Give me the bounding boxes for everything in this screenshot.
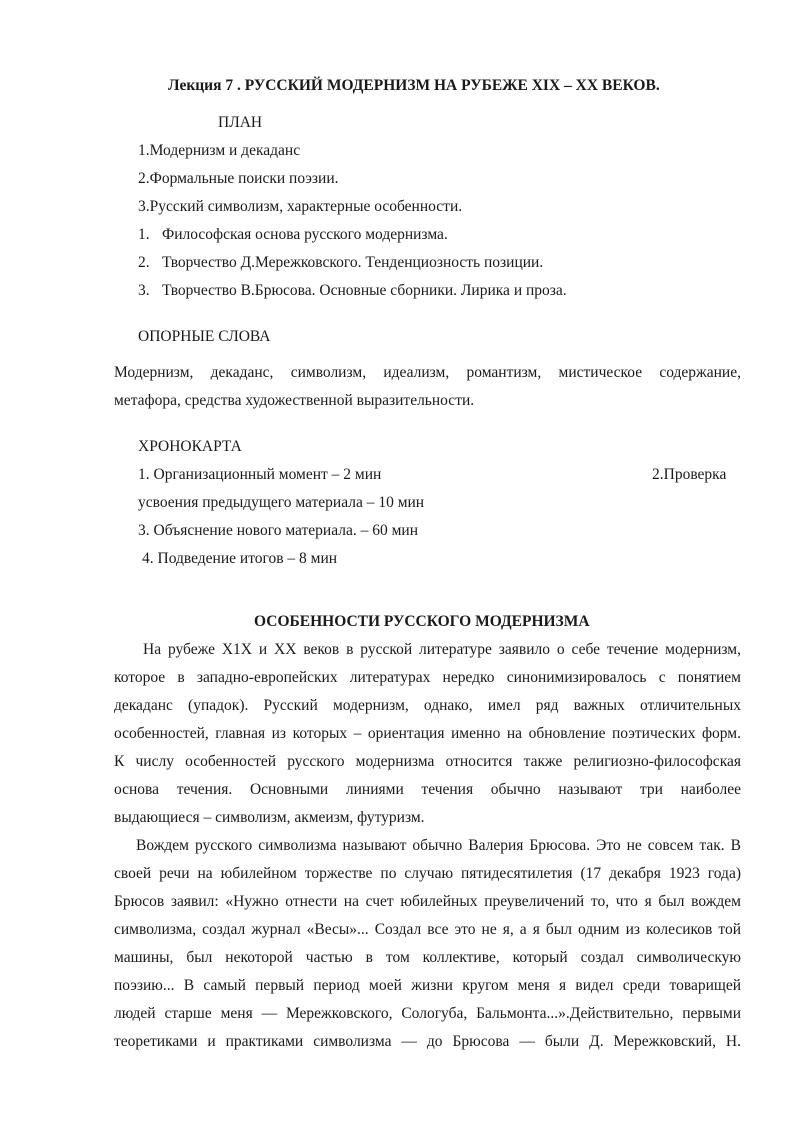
plan-item: 2.Формальные поиски поэзии. [138, 170, 339, 187]
lecture-title: Лекция 7 . РУССКИЙ МОДЕРНИЗМ НА РУБЕЖЕ XIX – XX ВЕКОВ. [168, 77, 660, 94]
paragraph-line: выдающиеся – символизм, акмеизм, футуризм. [114, 809, 425, 826]
chronomap-item: 2.Проверка [652, 466, 727, 483]
paragraph-line: На рубеже X1X и XX веков в русской литературе заявило о себе течение модернизм, [143, 641, 741, 658]
keywords-line: Модернизм, декаданс, символизм, идеализм, романтизм, мистическое содержание, [114, 364, 741, 381]
list-text: Творчество В.Брюсова. Основные сборники. Лирика и проза. [162, 282, 567, 299]
chronomap-heading: ХРОНОКАРТА [138, 438, 242, 455]
keywords-line: метафора, средства художественной выразительности. [114, 392, 475, 409]
plan-numbered-item [138, 225, 448, 245]
plan-item: 3.Русский символизм, характерные особенности. [138, 198, 463, 215]
list-number: 3. [138, 282, 150, 299]
chronomap-item: 3. Объяснение нового материала. – 60 мин [138, 522, 418, 539]
paragraph-line: своей речи на юбилейном торжестве по случаю пятидесятилетия (17 декабря 1923 года) [114, 865, 741, 882]
paragraph-line: машины, был некоторой частью в том коллективе, который создал символическую [114, 949, 741, 966]
paragraph-line: которое в западно-европейских литературах нередко синонимизировалось с понятием [114, 669, 741, 686]
paragraph-line: Вождем русского символизма называют обычно Валерия Брюсова. Это не совсем так. В [136, 837, 741, 854]
plan-numbered-item [138, 281, 567, 301]
plan-numbered-item [138, 253, 543, 273]
paragraph-line: теоретиками и практиками символизма — до Брюсова — были Д. Мережковский, Н. [114, 1033, 741, 1050]
paragraph-line: поэзию... В самый первый период моей жизни кругом меня я видел среди товарищей [114, 977, 741, 994]
paragraph-line: особенностей, главная из которых – ориентация именно на обновление поэтических форм. [114, 725, 741, 742]
plan-item: 1.Модернизм и декаданс [138, 142, 301, 159]
paragraph-line: основа течения. Основными линиями течения обычно называют три наиболее [114, 781, 741, 798]
chronomap-item: 1. Организационный момент – 2 мин [138, 466, 382, 483]
list-text: Творчество Д.Мережковского. Тенденциозность позиции. [162, 254, 544, 271]
list-number: 1. [138, 226, 150, 243]
list-text: Философская основа русского модернизма. [162, 226, 448, 243]
keywords-heading: ОПОРНЫЕ СЛОВА [138, 328, 271, 345]
paragraph-line: людей старше меня — Мережковского, Сологуба, Бальмонта...».Действительно, первыми [114, 1005, 741, 1022]
paragraph-line: декаданс (упадок). Русский модернизм, однако, имел ряд важных отличительных [114, 697, 741, 714]
paragraph-line: Брюсов заявил: «Нужно отнести на счет юбилейных преувеличений то, что я был вождем [114, 893, 741, 910]
section-heading: ОСОБЕННОСТИ РУССКОГО МОДЕРНИЗМА [254, 613, 590, 630]
list-number: 2. [138, 254, 150, 271]
chronomap-item: усвоения предыдущего материала – 10 мин [138, 494, 425, 511]
chronomap-item: 4. Подведение итогов – 8 мин [142, 550, 338, 567]
paragraph-line: К числу особенностей русского модернизма относится также религиозно-философская [114, 753, 741, 770]
plan-heading: ПЛАН [218, 114, 263, 131]
paragraph-line: символизма, создал журнал «Весы»... Создал все это не я, а я был одним из колесиков той [114, 921, 741, 938]
